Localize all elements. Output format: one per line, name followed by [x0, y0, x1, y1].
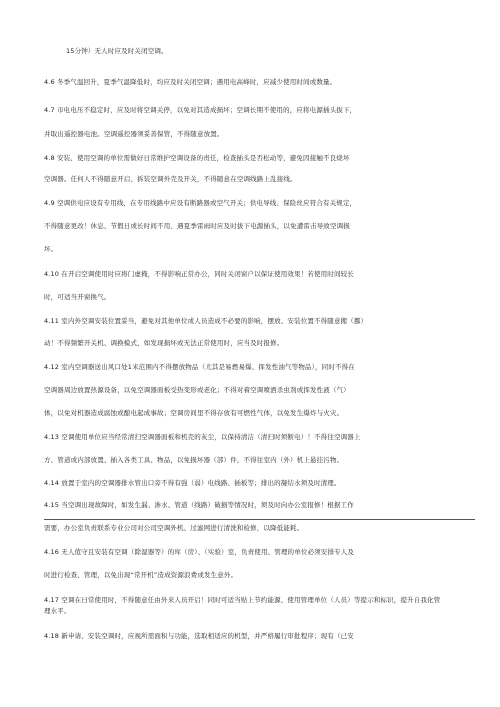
text-line: 15分钟）无人时应及时关闭空调。 [66, 47, 168, 55]
clause-4-14: 4.14 放置于室内的空调器排水管出口旁不得有强（弱）电线路、插板等；排出的凝结水须及时清理。 [44, 479, 341, 487]
clause-4-16: 4.16 无人值守且安装有空调（除湿器等）的库（房）、（实验）室，负责使用、管理的单位必须安排专人及 [44, 548, 355, 556]
text-line: 时，可适当开窗换气。 [44, 293, 111, 301]
clause-4-13: 4.13 空调使用单位应当经常清扫空调器面板和机壳的灰尘，以保持清洁（清扫时须断电）！不得往空调器上 [44, 433, 361, 441]
clause-4-12: 4.12 室内空调器送出风口处1米范围内不得摆放物品（尤其是易燃易爆、挥发性油气等物品），同时不得在 [44, 363, 355, 371]
horizontal-rule [44, 519, 475, 520]
text-line: 坏。 [44, 245, 58, 253]
text-line: 需要，办公室负责联系专业公司对公司空调外机、过滤网进行清洗和检修，以降低能耗。 [44, 524, 304, 532]
text-line: 空调器。任何人不得随意开启、拆装空调外壳及开关，不得随意在空调线路上乱接线。 [44, 175, 297, 183]
text-line: 动！不得频繁开关机、调换模式，如发现损坏或无法正常使用时，应当及时报修。 [44, 339, 284, 347]
text-line: 并取出遥控器电池。空调遥控器须妥善保管，不得随意放置。 [44, 130, 224, 138]
text-line: 方、管道或内部放置、插入各类工具、物品，以免损坏器（部）件，不得往室内（外）机上悬挂污物。 [44, 456, 344, 464]
clause-4-15: 4.15 当空调出现故障时，如发生漏、渗水、管道（线路）破损等情况时，须及时向办公室报修！根据工作 [44, 501, 354, 509]
text-line: 理水平。 [44, 607, 71, 615]
clause-4-8: 4.8 安装、使用空调的单位需做好日常维护空调设备的责任，检查插头是否松动等，避免因接触不良烧坏 [44, 154, 350, 162]
text-line: 体，以免对机器造成腐蚀或酿电起成事故；空调房间里不得存放有可燃性气体，以免发生爆炸与火灾。 [44, 409, 344, 417]
clause-4-10: 4.10 在开启空调使用时应将门虚掩，不得影响正常办公，同时关闭窗户以保证使用效果！若使用时间较长 [44, 270, 354, 278]
clause-4-9: 4.9 空调供电应设有专用线，在专用线路中应设有断路器或空气开关；供电导线、保险丝应符合有关规定， [44, 199, 357, 207]
clause-4-6: 4.6 冬季气温回升，夏季气温降低时，均应及时关闭空调；遇用电高峰时，应减少使用时间或数量。 [44, 78, 337, 86]
text-line: 空调器周边放置热源设备，以免空调器面板受热变形或老化；不得对着空调喷洒杀虫剂或挥发性液（气） [44, 386, 350, 394]
clause-4-11: 4.11 室内外空调安装位置妥当，避免对其他单位或人员造成不必要的影响，摆放、安装位置不得随意搬（挪） [44, 317, 368, 325]
clause-4-18: 4.18 新申请、安装空调时，应视所需面积与功能，选取相适应的机型，并严格履行审批程序；现有（已安 [44, 632, 354, 640]
clause-4-17: 4.17 空调在日常使用时，不得随意任由外来人员开启！同时可适当贴上节约能源、使用管理单位（人员）等提示和标识，提升自我化管 [44, 596, 441, 604]
text-line: 时进行检查、管理，以免出现“常开机”造成资源浪费或发生意外。 [44, 571, 238, 579]
text-line: 不得随意更改！休息、节假日或长时间不用、遇夏季雷雨时应及时拔下电源插头，以免遭雷击导致空调损 [44, 222, 350, 230]
clause-4-7: 4.7 市电电压不稳定时，应及时将空调关停，以免对其造成损坏；空调长期不使用的，应将电源插头拔下， [44, 106, 357, 114]
